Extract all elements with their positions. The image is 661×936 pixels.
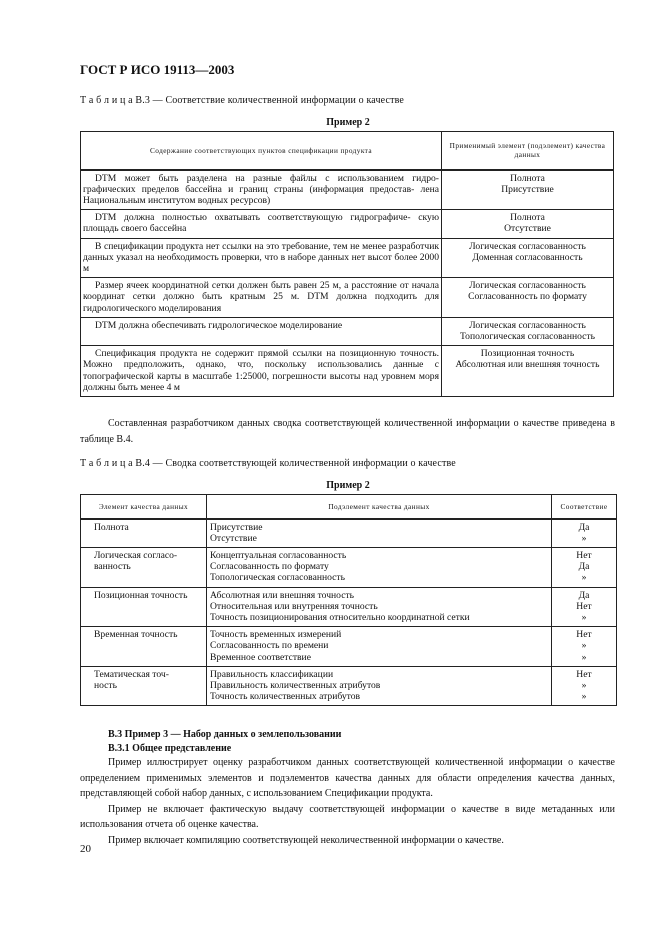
table-b3-element-cell [442,346,614,397]
table-row [81,547,617,587]
table-b4-subelement-line: Топологическая согласованность [210,572,345,584]
table-b4-conformance-line: Да [578,521,590,533]
quality-element: Полнота [510,172,545,184]
content-line: данных нет высот более 2000 м [83,251,439,274]
quality-element: Доменная согласованность [472,251,583,263]
table-b4-conformance-line: » [581,611,587,623]
table-b4-subelement-line: Согласованность по времени [210,640,329,652]
quality-element: Логическая согласованность [469,319,586,331]
quality-element: Полнота [510,212,545,224]
summary-text: Составленная разработчиком данных сводка соответствующей количественной информации о качестве приведена в таблице В.4. [80,418,615,445]
table-b3-content-cell [81,210,442,238]
table-b4-conformance-line: Нет [576,600,592,612]
table-b4-subelement-line: Точность временных измерений [210,629,342,641]
content-line: графических пределов бассейна и границ страны (информация предостав- [83,183,415,195]
table-b4-header-conformance: Соответствие [552,495,617,519]
table-b3-element-cell [442,170,614,210]
table-b3-caption [80,95,404,106]
table-b4-element-line: Тематическая точ- [94,668,169,680]
table-b4-example-title: Пример 2 [326,480,370,491]
table-row [81,170,614,210]
table-b4-subelement-cell [207,587,552,627]
table-b4-element-cell [81,547,207,587]
table-b4-header-subelement: Подэлемент качества данных [207,495,552,519]
table-b4-element-line: ность [94,679,117,691]
table-b4-subelement-line: Правильность количественных атрибутов [210,679,381,691]
table-b3-content-cell [81,170,442,210]
table-b4-conformance-line: Нет [576,549,592,561]
document-header: ГОСТ Р ИСО 19113—2003 [80,62,235,77]
table-b4-element-line: Логическая согласо- [94,549,178,561]
table-b4-subelement-cell [207,519,552,548]
quality-element: Присутствие [501,183,554,195]
content-line: DTM должна обеспечивать гидрологическое моделирование [95,319,343,331]
table-b3-element-cell [442,210,614,238]
table-row [81,346,614,397]
table-b4-subelement-line: Точность количественных атрибутов [210,691,361,703]
table-row [81,627,617,667]
quality-element: Логическая согласованность [469,280,586,292]
table-b4-element-cell [81,587,207,627]
table-b3-caption-text: В.3 — Соответствие количественной информации о качестве [135,95,405,106]
content-line: точность. Можно предположить, однако, что, поскольку использовались [83,348,439,371]
table-row [81,278,614,318]
content-line: скую площадь своего бассейна [83,212,440,235]
table-b4-conformance-line: Нет [576,668,592,680]
table-b4-element-line: Временная точность [94,629,178,641]
table-b4-conformance-cell [552,666,617,706]
table-b4-element-cell [81,627,207,667]
table-b4-conformance-line: » [581,572,587,584]
table-b4-subelement-line: Абсолютная или внешняя точность [210,589,355,601]
table-b3-content-cell [81,346,442,397]
table-b4-conformance-cell [552,547,617,587]
table-row [81,210,614,238]
quality-element: Отсутствие [504,223,551,235]
section-paragraph: Пример иллюстрирует оценку разработчиком данных соответствующей количественной информации о качестве определением применимых элементов и подэлементов качества данных для области определения качества данных, представляющей собой набор данных, с использованием Спецификации продукта. [80,757,615,800]
page-number: 20 [80,843,91,855]
table-b4-subelement-cell [207,547,552,587]
table-b4-subelement-line: Правильность классификации [210,668,334,680]
section-paragraph: Пример не включает фактическую выдачу соответствующей информации о качестве в виде метаданных или использования отчета об оценке качества. [80,803,615,831]
table-b4-conformance-line: » [581,679,587,691]
section-subheading: В.3.1 Общее представление [108,743,232,754]
content-line: Спецификация продукта не содержит прямой ссылки на позиционную [95,348,396,360]
table-b4-conformance-line: » [581,651,587,663]
table-b3-element-cell [442,238,614,278]
table-b3-element-cell [442,278,614,318]
table-b3-content-cell [81,317,442,345]
table-b3-header-content: Содержание соответствующих пунктов спецификации продукта [81,132,442,170]
table-b3 [80,131,614,397]
table-b4-conformance-line: Да [578,589,590,601]
table-b3-content-cell [81,278,442,318]
table-b4 [80,494,617,706]
table-b4-subelement-cell [207,627,552,667]
quality-element: Согласованность по формату [468,291,587,303]
table-b4-conformance-line: Нет [576,629,592,641]
table-b3-example-title: Пример 2 [326,117,370,128]
summary-paragraph [80,416,615,447]
table-b4-conformance-line: » [581,640,587,652]
table-b4-conformance-cell [552,519,617,548]
table-b4-subelement-line: Временное соответствие [210,651,311,663]
table-b4-subelement-cell [207,666,552,706]
content-line: от начала координат сетки должно быть кратным 25 м. DTM должна [83,280,440,303]
table-b4-subelement-line: Точность позиционирования относительно координатной сетки [210,611,470,623]
table-row [81,317,614,345]
table-b3-element-cell [442,317,614,345]
content-line: DTM должна полностью охватывать соответствующую гидрографиче- [95,212,411,224]
table-row [81,519,617,548]
table-b4-caption-prefix: Т а б л и ц а [80,458,133,469]
content-line: Размер ячеек координатной сетки должен быть равен 25 м, а расстояние [95,280,397,292]
table-b4-element-cell [81,519,207,548]
content-line: разработчик данных указал на необходимость проверки, что в наборе [83,240,439,263]
table-b4-caption-text: В.4 — Сводка соответствующей количественной информации о качестве [135,458,456,469]
table-b3-header-element: Применимый элемент (подэлемент) качества данных [442,132,614,170]
table-b4-element-line: Полнота [94,521,129,533]
table-b4-element-cell [81,666,207,706]
table-row [81,238,614,278]
quality-element: Абсолютная или внешняя точность [455,359,600,371]
table-b4-conformance-line: » [581,691,587,703]
table-b4-subelement-line: Относительная или внутренняя точность [210,600,378,612]
table-b3-caption-prefix: Т а б л и ц а [80,95,133,106]
table-b4-conformance-line: Да [578,561,590,573]
content-line: лена Национальным институтом водных ресурсов) [83,183,439,206]
table-row [81,587,617,627]
content-line: В спецификации продукта нет ссылки на это требование, тем не менее [95,240,387,252]
table-b3-content-cell [81,238,442,278]
section-heading: В.3 Пример 3 — Набор данных о землепользовании [108,729,342,740]
table-b4-caption [80,458,456,469]
quality-element: Логическая согласованность [469,240,586,252]
table-b4-conformance-cell [552,627,617,667]
table-b4-element-line: ванность [94,561,131,573]
content-line: DTM может быть разделена на разные файлы с использованием гидро- [95,172,439,184]
quality-element: Позиционная точность [480,348,575,360]
table-b4-subelement-line: Концептуальная согласованность [210,549,347,561]
table-b4-conformance-line: » [581,532,587,544]
content-line: данные с топографической карты в масштабе 1:25000, погрешности высоты [83,359,439,382]
content-line: подходить для гидрологического моделирования [83,291,439,314]
table-b4-subelement-line: Отсутствие [210,532,257,544]
table-b4-conformance-cell [552,587,617,627]
section-body [80,755,615,849]
quality-element: Топологическая согласованность [460,330,595,342]
table-b4-subelement-line: Присутствие [210,521,263,533]
table-b4-header-element: Элемент качества данных [81,495,207,519]
table-b4-subelement-line: Согласованность по формату [210,561,329,573]
content-line: над уровнем моря должны быть менее 4 м [83,370,439,393]
section-paragraph: Пример включает компиляцию соответствующей неколичественной информации о качестве. [108,834,504,846]
table-b4-element-line: Позиционная точность [94,589,188,601]
table-row [81,666,617,706]
